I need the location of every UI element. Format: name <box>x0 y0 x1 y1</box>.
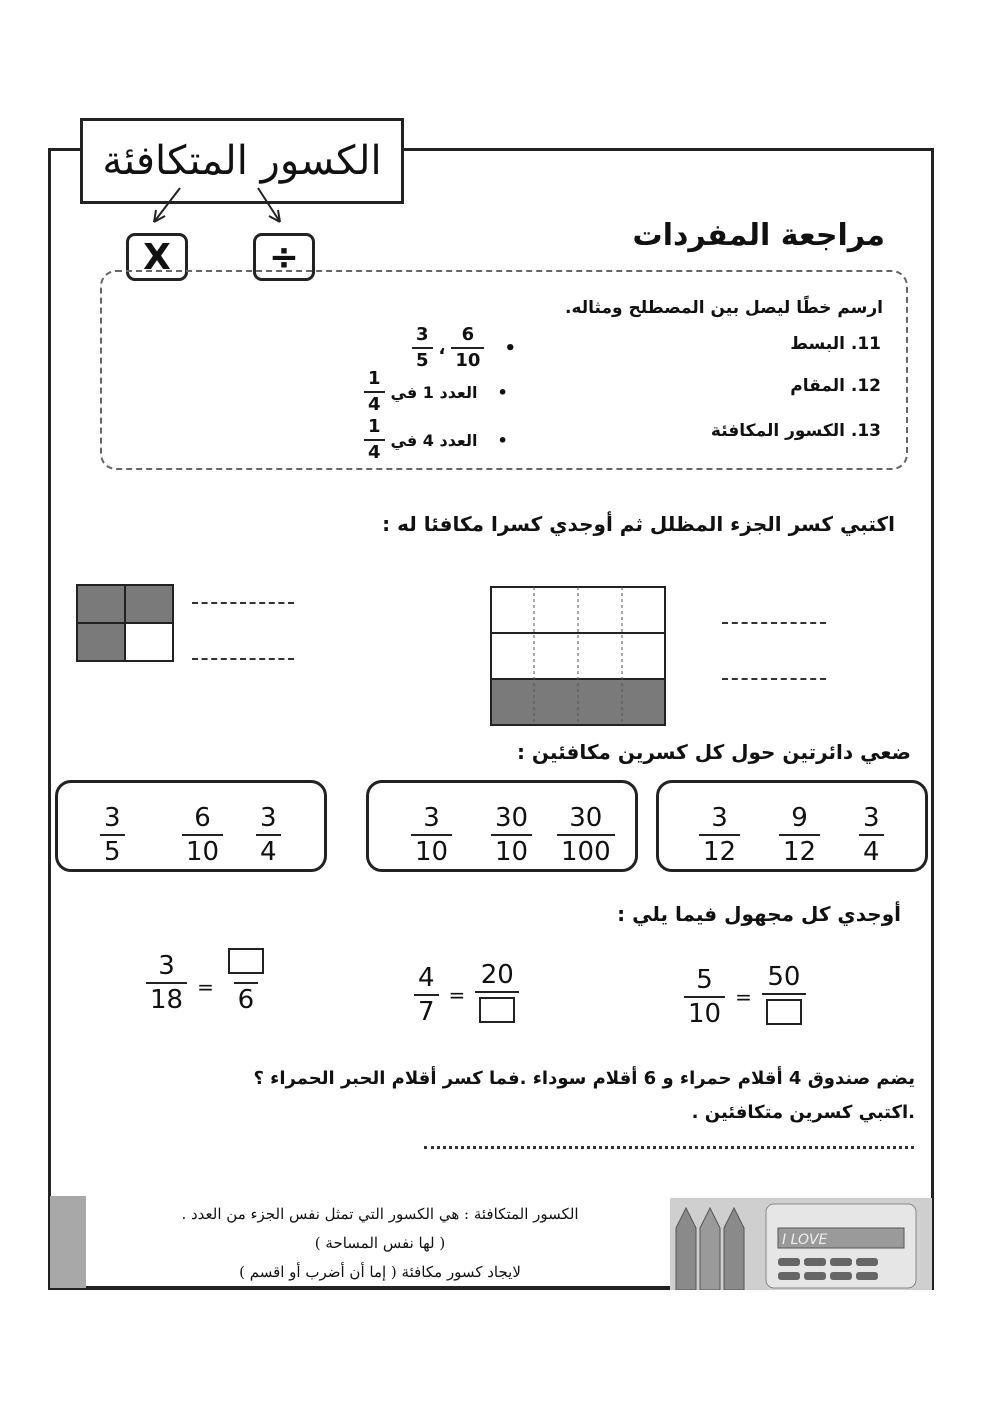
grid-cell <box>125 585 173 623</box>
multiply-icon: X <box>143 236 171 278</box>
word-problem-line2: .اكتبي كسرين متكافئين . <box>691 1102 915 1123</box>
equation-3: $\frac{3}{18}$ = 6 <box>146 948 268 1013</box>
fraction: 6 <box>224 948 268 1013</box>
divide-icon: ÷ <box>268 236 300 278</box>
fraction: $\frac{3}{18}$ <box>146 953 187 1013</box>
fraction: $\frac{1}{4}$ <box>364 370 385 414</box>
fraction-choice[interactable]: $\frac{30}{100}$ <box>557 805 615 865</box>
grid-2x2 <box>76 584 174 662</box>
fraction-choice[interactable]: $\frac{30}{10}$ <box>491 805 532 865</box>
circles-instruction: ضعي دائرتين حول كل كسرين مكافئين : <box>516 740 911 764</box>
bullet: • <box>497 430 508 450</box>
fraction: $\frac{6}{10}$ <box>451 326 484 370</box>
answer-line[interactable] <box>192 658 294 660</box>
grid-cell <box>77 585 125 623</box>
unknown-instruction: أوجدي كل مجهول فيما يلي : <box>617 902 901 926</box>
equation-2: $\frac{4}{7}$ = 20 <box>414 962 519 1028</box>
page-title: الكسور المتكافئة <box>102 138 382 184</box>
footer-line2: ( لها نفس المساحة ) <box>314 1234 446 1252</box>
answer-box[interactable] <box>479 997 515 1023</box>
answer-line[interactable] <box>722 678 826 680</box>
answer-line[interactable] <box>192 602 294 604</box>
vocab-heading: مراجعة المفردات <box>632 218 885 253</box>
fraction: $\frac{5}{10}$ <box>684 967 725 1027</box>
vocab-term-12: 12. المقام <box>790 376 881 396</box>
word-problem-line1: يضم صندوق 4 أقلام حمراء و 6 أقلام سوداء .فما كسر أقلام الحبر الحمراء ؟ <box>253 1068 915 1089</box>
fraction-choice[interactable]: $\frac{3}{12}$ <box>699 805 740 865</box>
shaded-instruction: اكتبي كسر الجزء المظلل ثم أوجدي كسرا مكافئا له : <box>382 512 895 536</box>
equation-1: $\frac{5}{10}$ = 50 <box>684 964 806 1030</box>
choice-group-2 <box>366 780 638 872</box>
answer-box[interactable] <box>228 948 264 974</box>
fraction: 20 <box>475 962 519 1028</box>
calculator-display: I LOVE <box>782 1232 828 1248</box>
footer-line3: لايجاد كسور مكافئة ( إما أن أضرب أو اقسم ) <box>239 1263 521 1281</box>
calculator-pencils-image <box>670 1198 932 1290</box>
fraction: $\frac{3}{5}$ <box>412 326 433 370</box>
bullet: • <box>504 337 516 359</box>
vocab-term-13: 13. الكسور المكافئة <box>710 421 881 441</box>
grid-3x4 <box>490 586 666 726</box>
footer-line1: الكسور المتكافئة : هي الكسور التي تمثل نفس الجزء من العدد . <box>181 1205 579 1223</box>
choice-group-3 <box>55 780 327 872</box>
fraction-choice[interactable]: $\frac{3}{4}$ <box>859 805 884 865</box>
arrow-left <box>154 188 180 222</box>
answer-line[interactable] <box>722 622 826 624</box>
answer-line[interactable] <box>424 1146 914 1149</box>
vocab-example-3: $\frac{1}{4}$ العدد 4 في • <box>364 418 508 462</box>
fraction-choice[interactable]: $\frac{3}{10}$ <box>411 805 452 865</box>
fraction-choice[interactable]: $\frac{6}{10}$ <box>182 805 223 865</box>
grid-cell <box>125 623 173 661</box>
fraction-choice[interactable]: $\frac{3}{4}$ <box>256 805 281 865</box>
vocab-term-11: 11. البسط <box>790 334 881 354</box>
fraction: $\frac{4}{7}$ <box>414 965 439 1025</box>
left-decoration <box>50 1196 86 1288</box>
grid-cell <box>77 623 125 661</box>
title-arrows <box>140 180 300 240</box>
fraction: 50 <box>762 964 806 1030</box>
bullet: • <box>497 382 508 402</box>
fraction-choice[interactable]: $\frac{3}{5}$ <box>100 805 125 865</box>
vocab-instruction: ارسم خطًا ليصل بين المصطلح ومثاله. <box>565 298 883 318</box>
vocab-example-2: $\frac{1}{4}$ العدد 1 في • <box>364 370 508 414</box>
vocab-example-1: $\frac{3}{5}$ ، $\frac{6}{10}$ • <box>412 326 516 370</box>
fraction: $\frac{1}{4}$ <box>364 418 385 462</box>
pencils-icon <box>676 1208 744 1290</box>
fraction-choice[interactable]: $\frac{9}{12}$ <box>779 805 820 865</box>
choice-group-1 <box>656 780 928 872</box>
answer-box[interactable] <box>766 999 802 1025</box>
